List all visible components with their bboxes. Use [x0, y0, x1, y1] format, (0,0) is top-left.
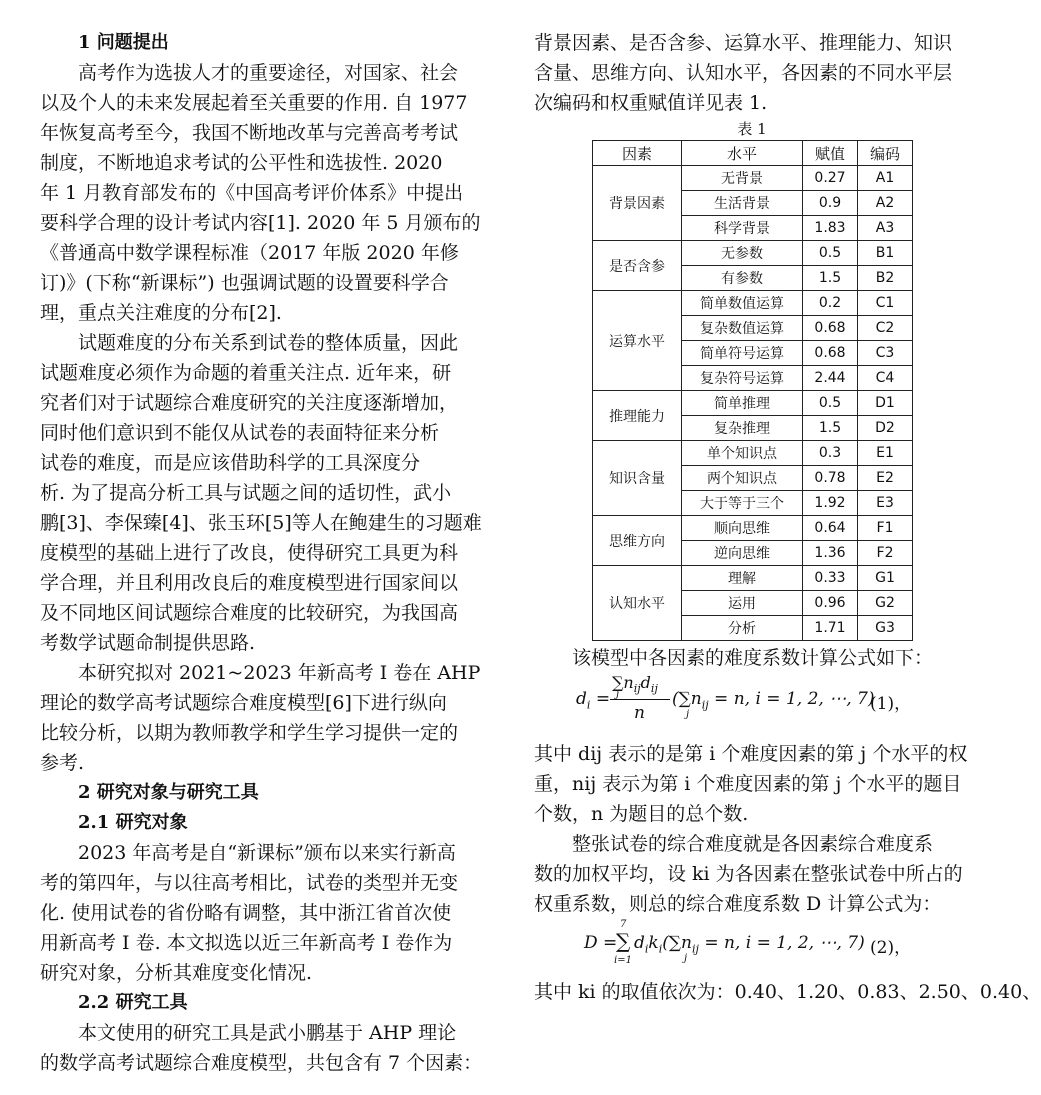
value-cell: 0.2 — [803, 291, 858, 316]
code-cell: E3 — [858, 491, 913, 516]
code-cell: D2 — [858, 416, 913, 441]
text-line: 《普通高中数学课程标准（2017 年版 2020 年修 — [40, 242, 459, 264]
text-line: 试题难度的分布关系到试卷的整体质量，因此 — [78, 332, 459, 354]
text-line: 本文使用的研究工具是武小鹏基于 AHP 理论 — [78, 1022, 457, 1044]
text-line: 及不同地区间试题综合难度的比较研究，为我国高 — [40, 602, 459, 624]
value-cell: 0.3 — [803, 441, 858, 466]
factor-cell: 思维方向 — [593, 516, 682, 566]
level-cell: 单个知识点 — [682, 441, 803, 466]
text-line: 参考. — [40, 752, 85, 774]
code-cell: E2 — [858, 466, 913, 491]
table-header: 因素 — [593, 141, 682, 166]
table-row — [593, 441, 913, 466]
table-header: 水平 — [682, 141, 803, 166]
table-row — [593, 166, 913, 191]
table-body — [593, 166, 913, 641]
text-line: 整张试卷的综合难度就是各因素综合难度系 — [572, 833, 934, 855]
text-line: 试卷的难度，而是应该借助科学的工具深度分 — [40, 452, 421, 474]
text-line: 含量、思维方向、认知水平，各因素的不同水平层 — [534, 62, 953, 84]
formula-2-label: (2)， — [870, 938, 912, 958]
text-line: 年 1 月教育部发布的《中国高考评价体系》中提出 — [40, 182, 464, 204]
value-cell: 0.68 — [803, 316, 858, 341]
text-line: 要科学合理的设计考试内容[1]. 2020 年 5 月颁布的 — [40, 212, 481, 234]
level-cell: 复杂推理 — [682, 416, 803, 441]
text-line: 考的第四年，与以往高考相比，试卷的类型并无变 — [40, 872, 459, 894]
level-cell: 有参数 — [682, 266, 803, 291]
text-line: 以及个人的未来发展起着至关重要的作用. 自 1977 — [40, 92, 468, 114]
weighted-difficulty-paragraph — [534, 829, 970, 919]
table-row — [593, 241, 913, 266]
table-row — [593, 566, 913, 591]
code-cell: C2 — [858, 316, 913, 341]
value-cell: 0.96 — [803, 591, 858, 616]
value-cell: 0.68 — [803, 341, 858, 366]
level-cell: 复杂符号运算 — [682, 366, 803, 391]
value-cell: 0.64 — [803, 516, 858, 541]
level-cell: 生活背景 — [682, 191, 803, 216]
formula-1: $d_i$ = $\sum n_{ij}d_{ij}$ j n ($\sum n_{ij} = n$, i = 1, 2, ⋯, 7) j (1)， — [576, 673, 912, 723]
code-cell: E1 — [858, 441, 913, 466]
code-cell: A1 — [858, 166, 913, 191]
factor-cell: 是否含参 — [593, 241, 682, 291]
value-cell: 1.36 — [803, 541, 858, 566]
text-line: 理论的数学高考试题综合难度模型[6]下进行纵向 — [40, 692, 447, 714]
level-cell: 运用 — [682, 591, 803, 616]
right-column — [534, 28, 1041, 1007]
value-cell: 1.5 — [803, 266, 858, 291]
level-cell: 无背景 — [682, 166, 803, 191]
table-header: 赋值 — [803, 141, 858, 166]
text-line: 研究对象，分析其难度变化情况. — [40, 962, 313, 984]
text-line: 背景因素、是否含参、运算水平、推理能力、知识 — [534, 32, 953, 54]
code-cell: F1 — [858, 516, 913, 541]
value-cell: 0.5 — [803, 391, 858, 416]
text-line: 年恢复高考至今，我国不断地改革与完善高考考试 — [40, 122, 459, 144]
text-line: 鹏[3]、李保臻[4]、张玉环[5]等人在鲍建生的习题难 — [40, 512, 482, 534]
section-heading: 1 问题提出 — [78, 32, 169, 53]
text-line: 数的加权平均，设 ki 为各因素在整张试卷中所占的 — [534, 863, 963, 885]
section-heading: 2.1 研究对象 — [78, 812, 188, 833]
code-cell: A2 — [858, 191, 913, 216]
code-cell: F2 — [858, 541, 913, 566]
code-cell: G3 — [858, 616, 913, 641]
code-cell: G1 — [858, 566, 913, 591]
formula-1-explanation — [534, 739, 970, 829]
text-line: 本研究拟对 2021~2023 年新高考 I 卷在 AHP — [78, 662, 481, 684]
code-cell: B2 — [858, 266, 913, 291]
factor-cell: 认知水平 — [593, 566, 682, 641]
level-cell: 简单符号运算 — [682, 341, 803, 366]
text-line: 次编码和权重赋值详见表 1. — [534, 92, 768, 114]
text-line: 其中 ki 的取值依次为：0.40、1.20、0.83、2.50、0.40、 — [534, 981, 1041, 1003]
level-cell: 简单推理 — [682, 391, 803, 416]
text-line: 析. 为了提高分析工具与试题之间的适切性，武小 — [40, 482, 452, 504]
text-line: 理，重点关注难度的分布[2]. — [40, 302, 282, 324]
level-cell: 顺向思维 — [682, 516, 803, 541]
text-line: 用新高考 I 卷. 本文拟选以近三年新高考 I 卷作为 — [40, 932, 453, 954]
text-line: 订)》(下称“新课标”) 也强调试题的设置要科学合 — [40, 272, 449, 294]
value-cell: 0.78 — [803, 466, 858, 491]
text-line: 制度，不断地追求考试的公平性和选拔性. 2020 — [40, 152, 443, 174]
level-cell: 无参数 — [682, 241, 803, 266]
text-line: 高考作为选拔人才的重要途径，对国家、社会 — [78, 62, 459, 84]
text-line: 同时他们意识到不能仅从试卷的表面特征来分析 — [40, 422, 440, 444]
table-caption: 表 1 — [737, 120, 767, 138]
factor-cell: 运算水平 — [593, 291, 682, 391]
text-line: 重，nij 表示为第 i 个难度因素的第 j 个水平的题目 — [534, 773, 962, 795]
table-row — [593, 516, 913, 541]
value-cell: 1.83 — [803, 216, 858, 241]
level-cell: 复杂数值运算 — [682, 316, 803, 341]
value-cell: 0.27 — [803, 166, 858, 191]
code-cell: B1 — [858, 241, 913, 266]
value-cell: 2.44 — [803, 366, 858, 391]
table-header: 编码 — [858, 141, 913, 166]
table-row — [593, 391, 913, 416]
section-heading: 2.2 研究工具 — [78, 992, 188, 1013]
value-cell: 0.5 — [803, 241, 858, 266]
text-line: 度模型的基础上进行了改良，使得研究工具更为科 — [40, 542, 459, 564]
text-line: 其中 dij 表示的是第 i 个难度因素的第 j 个水平的权 — [534, 743, 968, 765]
text-line: 考数学试题命制提供思路. — [40, 632, 256, 654]
code-cell: D1 — [858, 391, 913, 416]
factor-table — [592, 140, 913, 641]
level-cell: 分析 — [682, 616, 803, 641]
left-column — [40, 28, 483, 1078]
value-cell: 1.5 — [803, 416, 858, 441]
section-heading: 2 研究对象与研究工具 — [78, 782, 259, 803]
formula-2: D = 7 ∑ i=1 $d_ik_i(\sum n_{ij} = n$, i = 1, 2, ⋯, 7) j (2)， — [584, 919, 912, 966]
code-cell: G2 — [858, 591, 913, 616]
formula-intro: 该模型中各因素的难度系数计算公式如下： — [572, 647, 934, 669]
level-cell: 大于等于三个 — [682, 491, 803, 516]
code-cell: C3 — [858, 341, 913, 366]
factor-cell: 背景因素 — [593, 166, 682, 241]
table-row — [593, 291, 913, 316]
text-line: 学合理，并且利用改良后的难度模型进行国家间以 — [40, 572, 459, 594]
text-line: 化. 使用试卷的省份略有调整，其中浙江省首次使 — [40, 902, 452, 924]
level-cell: 逆向思维 — [682, 541, 803, 566]
text-line: 权重系数，则总的综合难度系数 D 计算公式为： — [534, 893, 942, 915]
text-line: 的数学高考试题综合难度模型，共包含有 7 个因素： — [40, 1052, 483, 1074]
table-header-row — [593, 141, 913, 166]
level-cell: 两个知识点 — [682, 466, 803, 491]
value-cell: 1.92 — [803, 491, 858, 516]
right-intro — [534, 28, 970, 118]
text-line: 试题难度必须作为命题的着重关注点. 近年来，研 — [40, 362, 452, 384]
value-cell: 0.33 — [803, 566, 858, 591]
value-cell: 0.9 — [803, 191, 858, 216]
formula-1-label: (1)， — [870, 694, 912, 714]
text-line: 比较分析，以期为教师教学和学生学习提供一定的 — [40, 722, 459, 744]
level-cell: 理解 — [682, 566, 803, 591]
text-line: 个数，n 为题目的总个数. — [534, 803, 749, 825]
factor-cell: 知识含量 — [593, 441, 682, 516]
text-line: 2023 年高考是自“新课标”颁布以来实行新高 — [78, 842, 456, 864]
code-cell: C1 — [858, 291, 913, 316]
text-line: 究者们对于试题综合难度研究的关注度逐渐增加， — [40, 392, 459, 414]
factor-cell: 推理能力 — [593, 391, 682, 441]
level-cell: 科学背景 — [682, 216, 803, 241]
value-cell: 1.71 — [803, 616, 858, 641]
level-cell: 简单数值运算 — [682, 291, 803, 316]
code-cell: A3 — [858, 216, 913, 241]
code-cell: C4 — [858, 366, 913, 391]
